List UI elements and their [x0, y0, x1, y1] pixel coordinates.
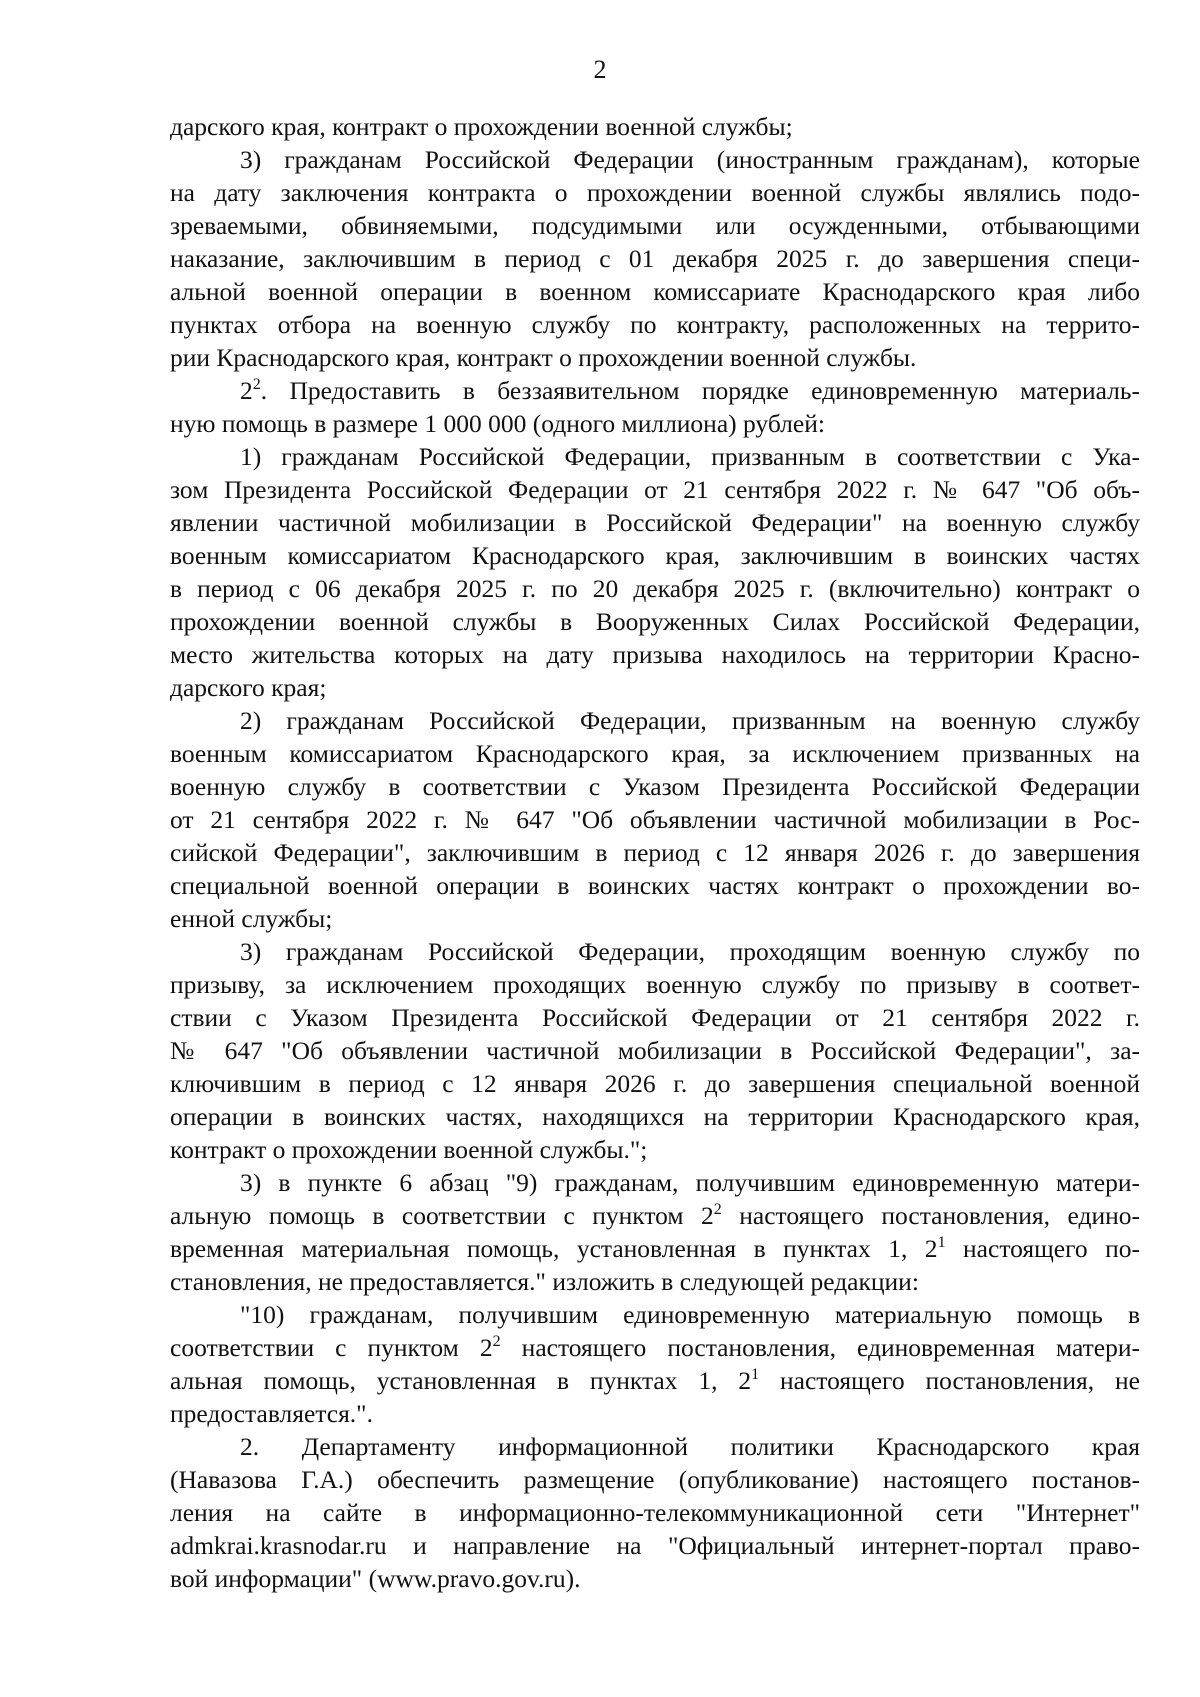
text-line: [170, 209, 1140, 242]
text-line: [170, 704, 1140, 737]
line-text: № 647 "Об объявлении частичной мобилизации в Российской Федерации", за-: [170, 1036, 1140, 1065]
line-text: 2) гражданам Российской Федерации, призванным на военную службу: [240, 706, 1140, 735]
line-text-continued: настоящего постановления, едино-: [721, 1201, 1141, 1230]
text-line: [170, 770, 1140, 803]
line-text: "10) гражданам, получившим единовременную материальную помощь в: [240, 1300, 1140, 1329]
text-line: [170, 1034, 1140, 1067]
line-text: на дату заключения контракта о прохождении военной службы являлись подо-: [170, 178, 1140, 207]
line-text: вой информации" (www.pravo.gov.ru).: [170, 1564, 581, 1593]
line-text: альной военной операции в военном комиссариате Краснодарского края либо: [170, 277, 1140, 306]
line-text: 3) гражданам Российской Федерации (иностранным гражданам), которые: [240, 145, 1140, 174]
line-text: зом Президента Российской Федерации от 21 сентября 2022 г. № 647 "Об объ-: [170, 475, 1140, 504]
text-line: [170, 1067, 1140, 1100]
text-line: [170, 968, 1140, 1001]
line-text: 2. Департаменту информационной политики Краснодарского края: [240, 1432, 1140, 1461]
line-text: альная помощь, установленная в пунктах 1, 2: [170, 1366, 752, 1395]
superscript: 1: [751, 1366, 760, 1383]
page-number: 2: [593, 55, 607, 84]
line-text: сийской Федерации", заключившим в период с 12 января 2026 г. до завершения: [170, 838, 1140, 867]
text-line: [170, 1562, 1140, 1595]
line-text: дарского края, контракт о прохождении военной службы;: [170, 112, 793, 141]
line-text: ствии с Указом Президента Российской Федерации от 21 сентября 2022 г.: [170, 1003, 1140, 1032]
text-line: [170, 737, 1140, 770]
text-line: [170, 374, 1140, 407]
line-text: явлении частичной мобилизации в Российской Федерации" на военную службу: [170, 508, 1140, 537]
text-line: [170, 407, 1140, 440]
text-line: [170, 242, 1140, 275]
text-line: [170, 1364, 1140, 1397]
line-text: специальной военной операции в воинских частях контракт о прохождении во-: [170, 871, 1140, 900]
text-line: [170, 1529, 1140, 1562]
text-line: [170, 440, 1140, 473]
text-line: [170, 1001, 1140, 1034]
text-line: [170, 605, 1140, 638]
line-text: ления на сайте в информационно-телекоммуникационной сети "Интернет": [170, 1498, 1140, 1527]
line-text: от 21 сентября 2022 г. № 647 "Об объявлении частичной мобилизации в Рос-: [170, 805, 1140, 834]
line-text: admkrai.krasnodar.ru и направление на "Официальный интернет-портал право-: [170, 1531, 1140, 1560]
superscript: 2: [492, 1333, 501, 1350]
text-line: [170, 671, 1140, 704]
line-text: ную помощь в размере 1 000 000 (одного миллиона) рублей:: [170, 409, 825, 438]
line-text: прохождении военной службы в Вооруженных Силах Российской Федерации,: [170, 607, 1140, 636]
line-text-continued: . Предоставить в беззаявительном порядке единовременную материаль-: [260, 376, 1140, 405]
text-line: [170, 1232, 1140, 1265]
line-text: военную службу в соответствии с Указом Президента Российской Федерации: [170, 772, 1140, 801]
text-line: [170, 803, 1140, 836]
line-text: предоставляется.".: [170, 1399, 373, 1428]
line-text-continued: настоящего постановления, единовременная матери-: [500, 1333, 1140, 1362]
line-text: 3) гражданам Российской Федерации, проходящим военную службу по: [240, 937, 1140, 966]
line-text: контракт о прохождении военной службы.";: [170, 1135, 648, 1164]
superscript: 1: [937, 1234, 946, 1251]
text-line: [170, 308, 1140, 341]
text-line: [170, 1298, 1140, 1331]
text-line: [170, 902, 1140, 935]
line-text: 3) в пункте 6 абзац "9) гражданам, получившим единовременную матери-: [240, 1168, 1140, 1197]
text-line: [170, 1265, 1140, 1298]
line-text: призыву, за исключением проходящих военную службу по призыву в соответ-: [170, 970, 1140, 999]
text-line: [170, 539, 1140, 572]
line-text: становления, не предоставляется." изложить в следующей редакции:: [170, 1267, 919, 1296]
text-line: [170, 638, 1140, 671]
text-line: [170, 1430, 1140, 1463]
text-line: [170, 1100, 1140, 1133]
line-text: зреваемыми, обвиняемыми, подсудимыми или осужденными, отбывающими: [170, 211, 1140, 240]
text-line: [170, 1331, 1140, 1364]
line-text: место жительства которых на дату призыва находилось на территории Красно-: [170, 640, 1140, 669]
superscript: 2: [252, 376, 261, 393]
text-line: [170, 1166, 1140, 1199]
line-text: наказание, заключившим в период с 01 декабря 2025 г. до завершения специ-: [170, 244, 1140, 273]
line-text: альную помощь в соответствии с пунктом 2: [170, 1201, 714, 1230]
line-text: ключившим в период с 12 января 2026 г. до завершения специальной военной: [170, 1069, 1140, 1098]
line-text: 2: [240, 376, 253, 405]
line-text: соответствии с пунктом 2: [170, 1333, 493, 1362]
text-line: [170, 1133, 1140, 1166]
text-line: [170, 1397, 1140, 1430]
line-text: военным комиссариатом Краснодарского края, за исключением призванных на: [170, 739, 1140, 768]
text-line: [170, 275, 1140, 308]
text-line: [170, 1199, 1140, 1232]
line-text: 1) гражданам Российской Федерации, призванным в соответствии с Ука-: [240, 442, 1140, 471]
line-text-continued: настоящего постановления, не: [759, 1366, 1140, 1395]
line-text: рии Краснодарского края, контракт о прохождении военной службы.: [170, 343, 917, 372]
line-text: в период с 06 декабря 2025 г. по 20 декабря 2025 г. (включительно) контракт о: [170, 574, 1140, 603]
text-line: [170, 869, 1140, 902]
text-line: [170, 506, 1140, 539]
line-text-continued: настоящего по-: [945, 1234, 1140, 1263]
text-line: [170, 341, 1140, 374]
line-text: енной службы;: [170, 904, 333, 933]
superscript: 2: [713, 1201, 722, 1218]
line-text: пунктах отбора на военную службу по контракту, расположенных на террито-: [170, 310, 1140, 339]
line-text: дарского края;: [170, 673, 327, 702]
line-text: операции в воинских частях, находящихся на территории Краснодарского края,: [170, 1102, 1140, 1131]
text-line: [170, 1496, 1140, 1529]
text-line: [170, 176, 1140, 209]
line-text: военным комиссариатом Краснодарского края, заключившим в воинских частях: [170, 541, 1140, 570]
text-line: [170, 110, 1140, 143]
line-text: временная материальная помощь, установленная в пунктах 1, 2: [170, 1234, 938, 1263]
text-line: [170, 143, 1140, 176]
text-line: [170, 836, 1140, 869]
line-text: (Навазова Г.А.) обеспечить размещение (опубликование) настоящего постанов-: [170, 1465, 1140, 1494]
text-line: [170, 572, 1140, 605]
text-line: [170, 935, 1140, 968]
text-line: [170, 473, 1140, 506]
text-line: [170, 1463, 1140, 1496]
document-body: [170, 110, 1140, 1595]
